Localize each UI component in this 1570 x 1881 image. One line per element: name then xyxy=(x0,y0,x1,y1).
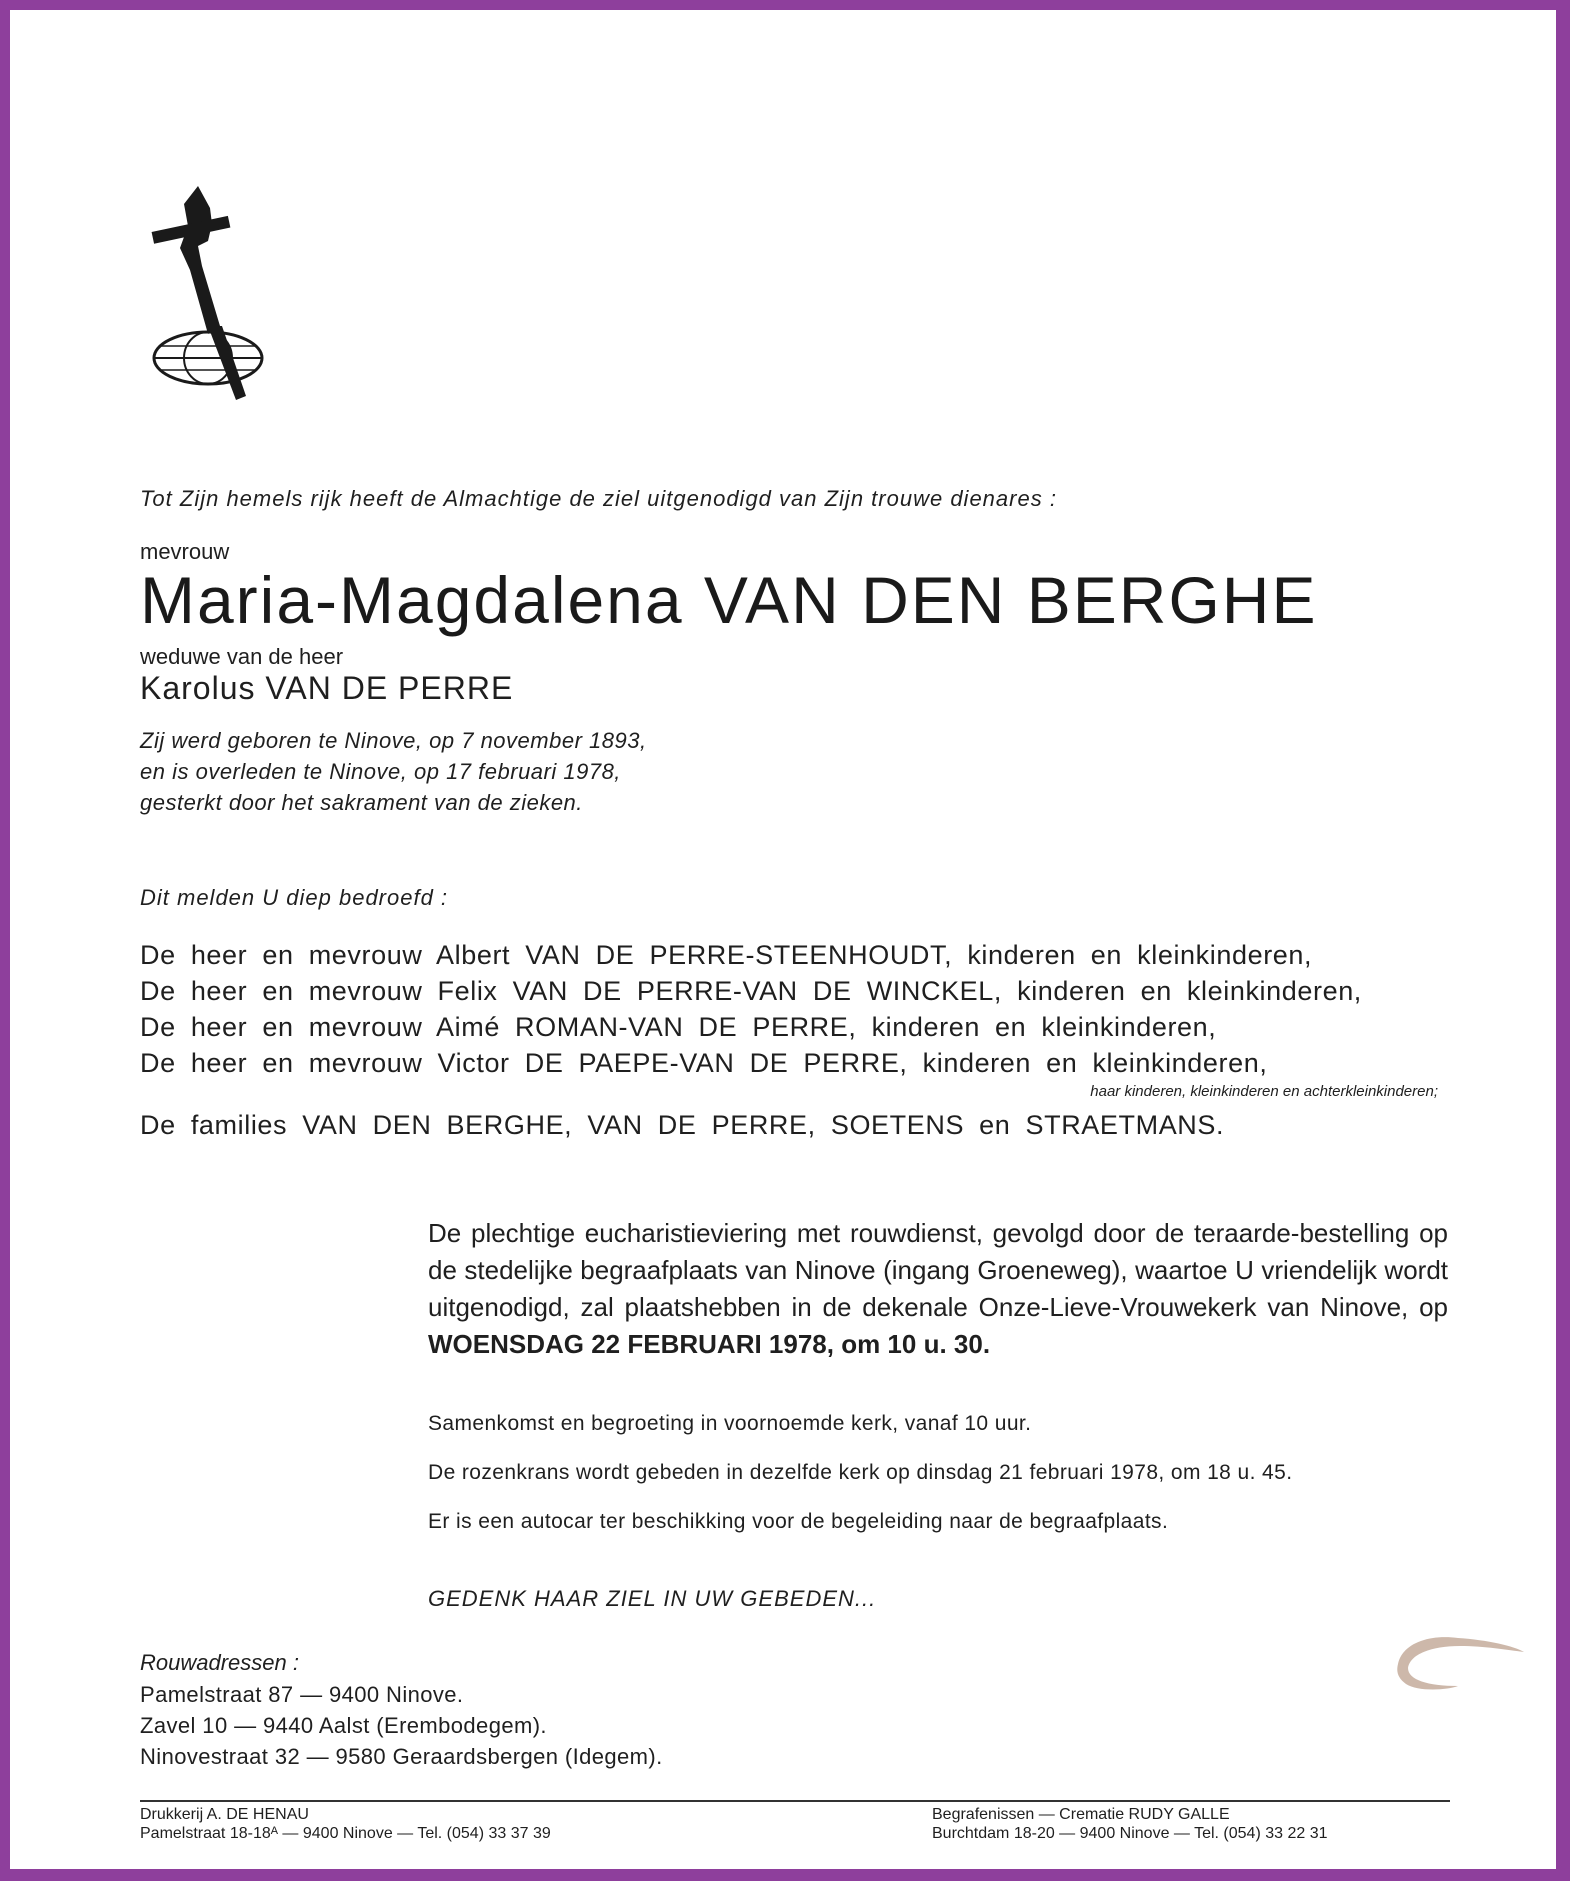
printer-address: Pamelstraat 18-18ᴬ — 9400 Ninove — Tel. (054) 33 37 39 xyxy=(140,1825,551,1842)
address-line: Zavel 10 — 9440 Aalst (Erembodegem). xyxy=(140,1713,547,1738)
printer-info xyxy=(140,1805,551,1843)
mourner-line: De heer en mevrouw Felix VAN DE PERRE-VAN DE WINCKEL, kinderen en kleinkinderen, xyxy=(140,976,1362,1006)
bio-line: gesterkt door het sakrament van de zieken. xyxy=(140,790,583,815)
mourner-line: De heer en mevrouw Albert VAN DE PERRE-STEENHOUDT, kinderen en kleinkinderen, xyxy=(140,940,1313,970)
closing-prayer: GEDENK HAAR ZIEL IN UW GEBEDEN... xyxy=(428,1586,877,1611)
cross-globe-icon xyxy=(150,186,290,408)
families-line: De families VAN DEN BERGHE, VAN DE PERRE, SOETENS en STRAETMANS. xyxy=(140,1110,1225,1140)
service-announcement xyxy=(428,1215,1448,1363)
bio-line: en is overleden te Ninove, op 17 februari 1978, xyxy=(140,759,621,784)
service-note: Samenkomst en begroeting in voornoemde kerk, vanaf 10 uur. xyxy=(428,1412,1032,1435)
husband-name: Karolus VAN DE PERRE xyxy=(140,670,514,706)
addresses-heading: Rouwadressen : xyxy=(140,1650,299,1675)
paper-stain xyxy=(1388,1624,1528,1696)
funeral-director-info xyxy=(932,1805,1328,1843)
grandchildren-note: haar kinderen, kleinkinderen en achterkleinkinderen; xyxy=(1090,1083,1438,1100)
printer-name: Drukkerij A. DE HENAU xyxy=(140,1806,309,1823)
footer-divider xyxy=(140,1800,1450,1802)
address-line: Pamelstraat 87 — 9400 Ninove. xyxy=(140,1682,464,1707)
service-note: De rozenkrans wordt gebeden in dezelfde kerk op dinsdag 21 februari 1978, om 18 u. 45. xyxy=(428,1461,1293,1484)
deceased-name: Maria-Magdalena VAN DEN BERGHE xyxy=(140,563,1318,637)
service-date: WOENSDAG 22 FEBRUARI 1978, om 10 u. 30. xyxy=(428,1329,991,1359)
announce-heading: Dit melden U diep bedroefd : xyxy=(140,885,449,910)
widow-of-label: weduwe van de heer xyxy=(140,644,344,669)
memorial-card xyxy=(10,10,1556,1869)
funeral-director-name: Begrafenissen — Crematie RUDY GALLE xyxy=(932,1806,1230,1823)
title-prefix: mevrouw xyxy=(140,539,230,564)
mourner-line: De heer en mevrouw Aimé ROMAN-VAN DE PERRE, kinderen en kleinkinderen, xyxy=(140,1012,1217,1042)
funeral-director-address: Burchtdam 18-20 — 9400 Ninove — Tel. (054) 33 22 31 xyxy=(932,1825,1328,1842)
mourner-line: De heer en mevrouw Victor DE PAEPE-VAN DE PERRE, kinderen en kleinkinderen, xyxy=(140,1048,1268,1078)
address-line: Ninovestraat 32 — 9580 Geraardsbergen (Idegem). xyxy=(140,1744,663,1769)
intro-text: Tot Zijn hemels rijk heeft de Almachtige de ziel uitgenodigd van Zijn trouwe dienares : xyxy=(140,486,1057,511)
service-text: De plechtige eucharistieviering met rouwdienst, gevolgd door de teraarde-bestelling op de stedelijke begraafplaats van Ninove (ingang Groeneweg), waartoe U vriendelijk wordt uitgenodigd, zal plaatshebben in de dekenale Onze-Lieve-Vrouwekerk van Ninove, op xyxy=(428,1218,1448,1322)
service-note: Er is een autocar ter beschikking voor de begeleiding naar de begraafplaats. xyxy=(428,1510,1169,1533)
bio-line: Zij werd geboren te Ninove, op 7 november 1893, xyxy=(140,728,647,753)
